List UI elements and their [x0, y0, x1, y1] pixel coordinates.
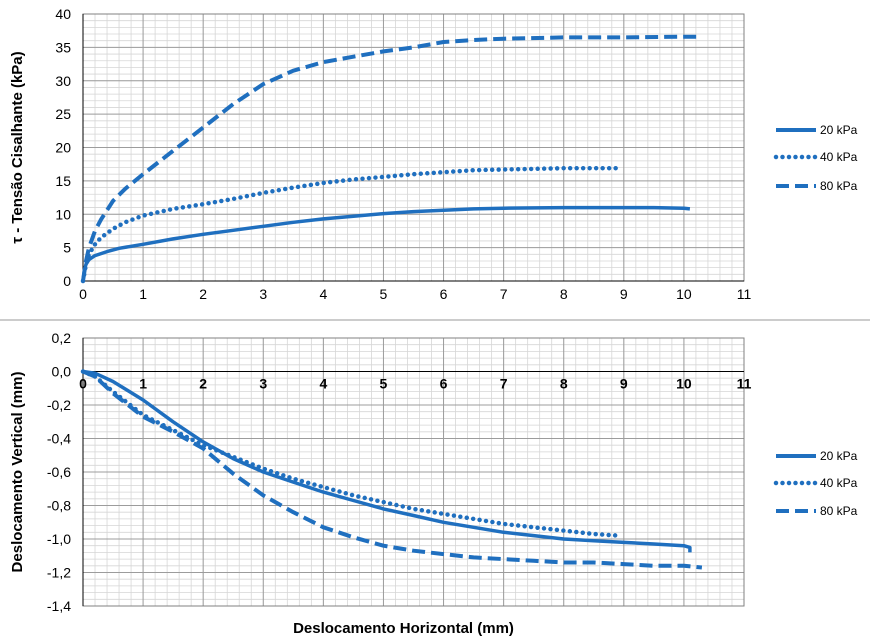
series-line-40-kpa — [83, 168, 618, 281]
y-tick-label: 0 — [63, 273, 71, 289]
y-tick-label: 10 — [55, 206, 71, 223]
chart-vertical-displacement — [9, 330, 858, 637]
y-tick-label: -1,4 — [46, 598, 71, 614]
x-tick-label: 8 — [559, 286, 568, 302]
x-tick-label: 1 — [139, 286, 147, 302]
x-tick-label: 2 — [199, 375, 208, 392]
x-tick-labels — [79, 286, 751, 302]
y-tick-label: 35 — [55, 39, 71, 56]
x-tick-label: 5 — [379, 375, 388, 392]
y-tick-label: 5 — [63, 239, 71, 256]
legend — [776, 123, 858, 193]
legend-label: 40 kPa — [820, 476, 858, 490]
x-tick-label: 6 — [439, 286, 448, 302]
x-tick-label: 0 — [79, 375, 87, 392]
y-tick-label: 20 — [55, 139, 71, 156]
y-tick-label: -0,6 — [46, 464, 71, 480]
x-tick-label: 10 — [676, 375, 692, 392]
x-tick-label: 3 — [259, 375, 268, 392]
x-tick-label: 9 — [619, 375, 628, 392]
x-tick-label: 10 — [676, 286, 692, 302]
x-tick-label: 1 — [139, 375, 147, 392]
y-tick-label: 0,2 — [51, 330, 71, 346]
y-tick-label: -1,2 — [46, 564, 71, 581]
x-tick-label: 7 — [499, 286, 508, 302]
y-tick-labels — [55, 6, 71, 289]
x-tick-label: 3 — [259, 286, 268, 302]
x-tick-label: 9 — [619, 286, 628, 302]
series-line-20-kpa — [83, 208, 690, 281]
x-tick-label: 7 — [499, 375, 508, 392]
y-tick-label: 40 — [55, 6, 71, 22]
y-tick-label: -1,0 — [46, 531, 71, 547]
y-tick-label: 30 — [55, 72, 71, 89]
series-group — [83, 372, 702, 568]
y-tick-label: 15 — [55, 172, 71, 189]
y-tick-label: -0,8 — [46, 497, 71, 514]
x-tick-label: 2 — [199, 286, 208, 302]
x-axis-title: Deslocamento Horizontal (mm) — [293, 620, 514, 637]
y-tick-label: 25 — [55, 106, 71, 123]
x-tick-label: 0 — [79, 286, 87, 302]
y-axis-title: τ - Tensão Cisalhante (kPa) — [9, 51, 26, 244]
x-tick-label: 4 — [319, 375, 328, 392]
x-tick-label: 5 — [379, 286, 388, 302]
y-tick-label: -0,2 — [46, 397, 71, 413]
x-tick-label: 8 — [559, 375, 568, 392]
legend-label: 80 kPa — [820, 504, 858, 518]
x-tick-label: 6 — [439, 375, 448, 392]
x-tick-label: 11 — [736, 375, 752, 392]
chart-shear-stress — [9, 6, 858, 302]
y-axis-title: Deslocamento Vertical (mm) — [9, 371, 26, 573]
legend-label: 20 kPa — [820, 123, 858, 137]
legend-label: 80 kPa — [820, 179, 858, 193]
y-tick-labels — [47, 330, 71, 614]
legend-label: 20 kPa — [820, 449, 858, 463]
x-tick-label: 11 — [736, 286, 752, 302]
y-tick-label: -0,4 — [46, 430, 71, 447]
legend-label: 40 kPa — [820, 150, 858, 164]
series-line-80-kpa — [83, 37, 702, 281]
y-tick-label: 0,0 — [51, 363, 71, 380]
x-tick-label: 4 — [319, 286, 328, 302]
series-group — [83, 37, 702, 281]
series-line-40-kpa — [83, 372, 618, 536]
legend — [776, 449, 858, 518]
series-line-80-kpa — [83, 372, 702, 568]
